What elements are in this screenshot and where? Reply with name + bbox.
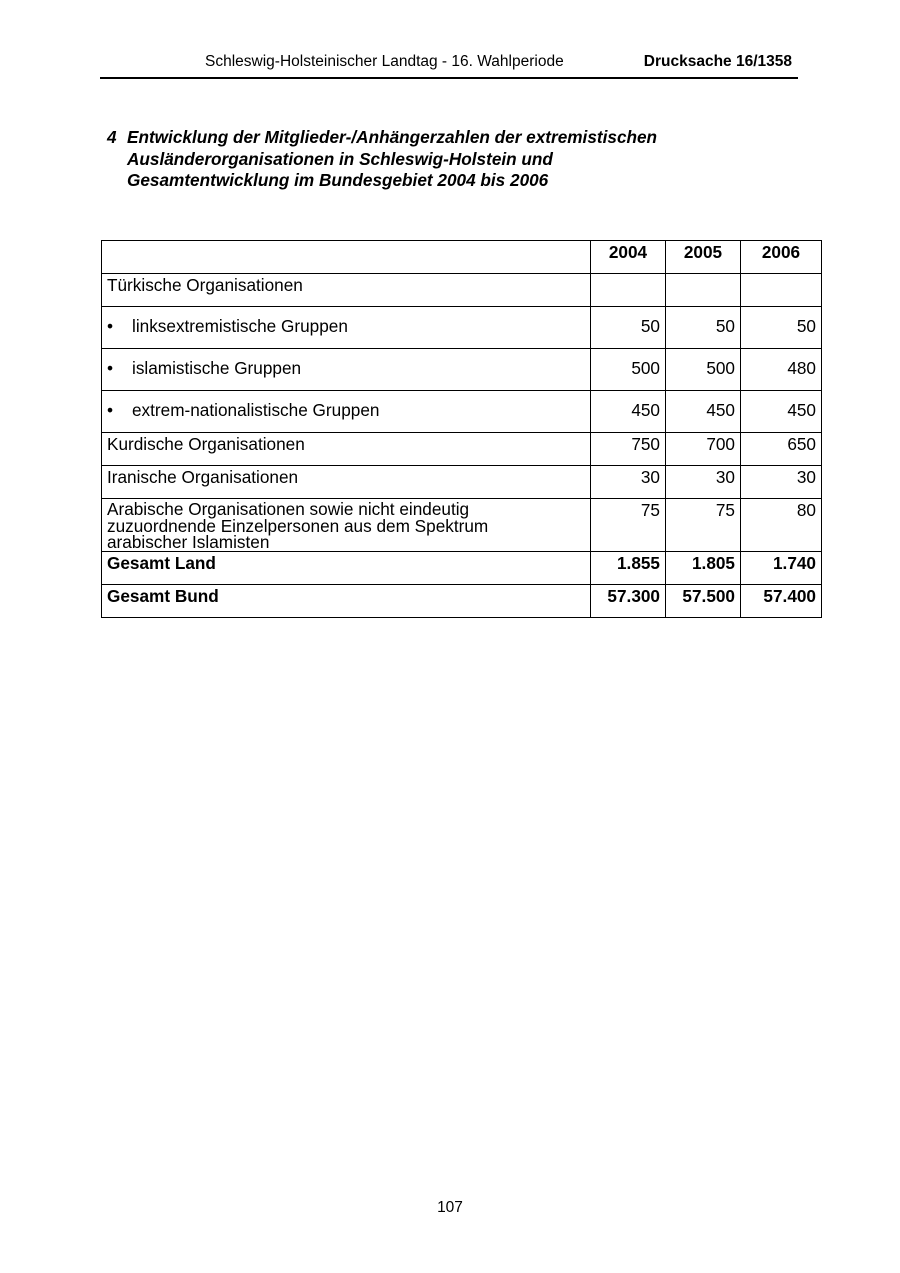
section-title (127, 127, 747, 192)
cell-value: 75 (666, 499, 741, 552)
cell-value: 1.740 (741, 551, 822, 584)
cell-value: 450 (666, 391, 741, 433)
table-row (102, 499, 822, 552)
page-number: 107 (437, 1199, 463, 1216)
cell-value: 30 (741, 466, 822, 499)
bullet-point: • (107, 358, 114, 378)
row-label-line: Arabische Organisationen sowie nicht eindeutig (107, 499, 470, 519)
table-header-row (102, 241, 822, 274)
row-label: Kurdische Organisationen (102, 433, 591, 466)
section-number: 4 (107, 127, 117, 147)
cell-value: 480 (741, 349, 822, 391)
section-title-line: Ausländerorganisationen in Schleswig-Holstein und (127, 148, 553, 169)
cell-value: 80 (741, 499, 822, 552)
table-row (102, 274, 822, 307)
cell-value (591, 274, 666, 307)
cell-value: 30 (591, 466, 666, 499)
cell-value: 700 (666, 433, 741, 466)
section-title-line: Entwicklung der Mitglieder-/Anhängerzahlen der extremistischen (127, 127, 658, 147)
row-label-cell (102, 391, 591, 433)
row-label: Gesamt Bund (102, 584, 591, 617)
table-row (102, 391, 822, 433)
year-header-2005: 2005 (666, 241, 741, 274)
row-label: Iranische Organisationen (102, 466, 591, 499)
header-title: Schleswig-Holsteinischer Landtag - 16. Wahlperiode (205, 53, 564, 70)
row-label: islamistische Gruppen (132, 358, 302, 378)
year-header-2004: 2004 (591, 241, 666, 274)
table-row (102, 466, 822, 499)
cell-value: 650 (741, 433, 822, 466)
section-title-line: Gesamtentwicklung im Bundesgebiet 2004 bis 2006 (127, 170, 549, 190)
year-header-2006: 2006 (741, 241, 822, 274)
membership-table (101, 240, 822, 618)
cell-value: 750 (591, 433, 666, 466)
total-row-land (102, 551, 822, 584)
cell-value: 50 (666, 307, 741, 349)
cell-value: 75 (591, 499, 666, 552)
row-label-line: zuzuordnende Einzelpersonen aus dem Spektrum (107, 515, 489, 536)
cell-value: 57.300 (591, 584, 666, 617)
row-label: linksextremistische Gruppen (132, 316, 348, 336)
cell-value: 50 (591, 307, 666, 349)
cell-value: 57.400 (741, 584, 822, 617)
row-label: extrem-nationalistische Gruppen (132, 400, 380, 420)
page-header (100, 53, 798, 79)
cell-value: 57.500 (666, 584, 741, 617)
row-label-line: arabischer Islamisten (107, 532, 270, 551)
cell-value (741, 274, 822, 307)
cell-value: 450 (741, 391, 822, 433)
cell-value: 30 (666, 466, 741, 499)
cell-value: 500 (591, 349, 666, 391)
row-label-cell (102, 499, 591, 552)
table-row (102, 433, 822, 466)
header-document-number: Drucksache 16/1358 (643, 53, 792, 70)
bullet-point: • (107, 400, 114, 420)
cell-value: 50 (741, 307, 822, 349)
cell-value (666, 274, 741, 307)
row-label-cell (102, 349, 591, 391)
row-label: Gesamt Land (102, 551, 591, 584)
cell-value: 1.855 (591, 551, 666, 584)
section-heading (107, 127, 747, 192)
row-label-cell (102, 307, 591, 349)
table-header-empty-cell (102, 241, 591, 274)
bullet-point: • (107, 316, 114, 336)
cell-value: 500 (666, 349, 741, 391)
table-row (102, 349, 822, 391)
row-label: Türkische Organisationen (102, 274, 591, 307)
cell-value: 1.805 (666, 551, 741, 584)
cell-value: 450 (591, 391, 666, 433)
table-row (102, 307, 822, 349)
total-row-bund (102, 584, 822, 617)
